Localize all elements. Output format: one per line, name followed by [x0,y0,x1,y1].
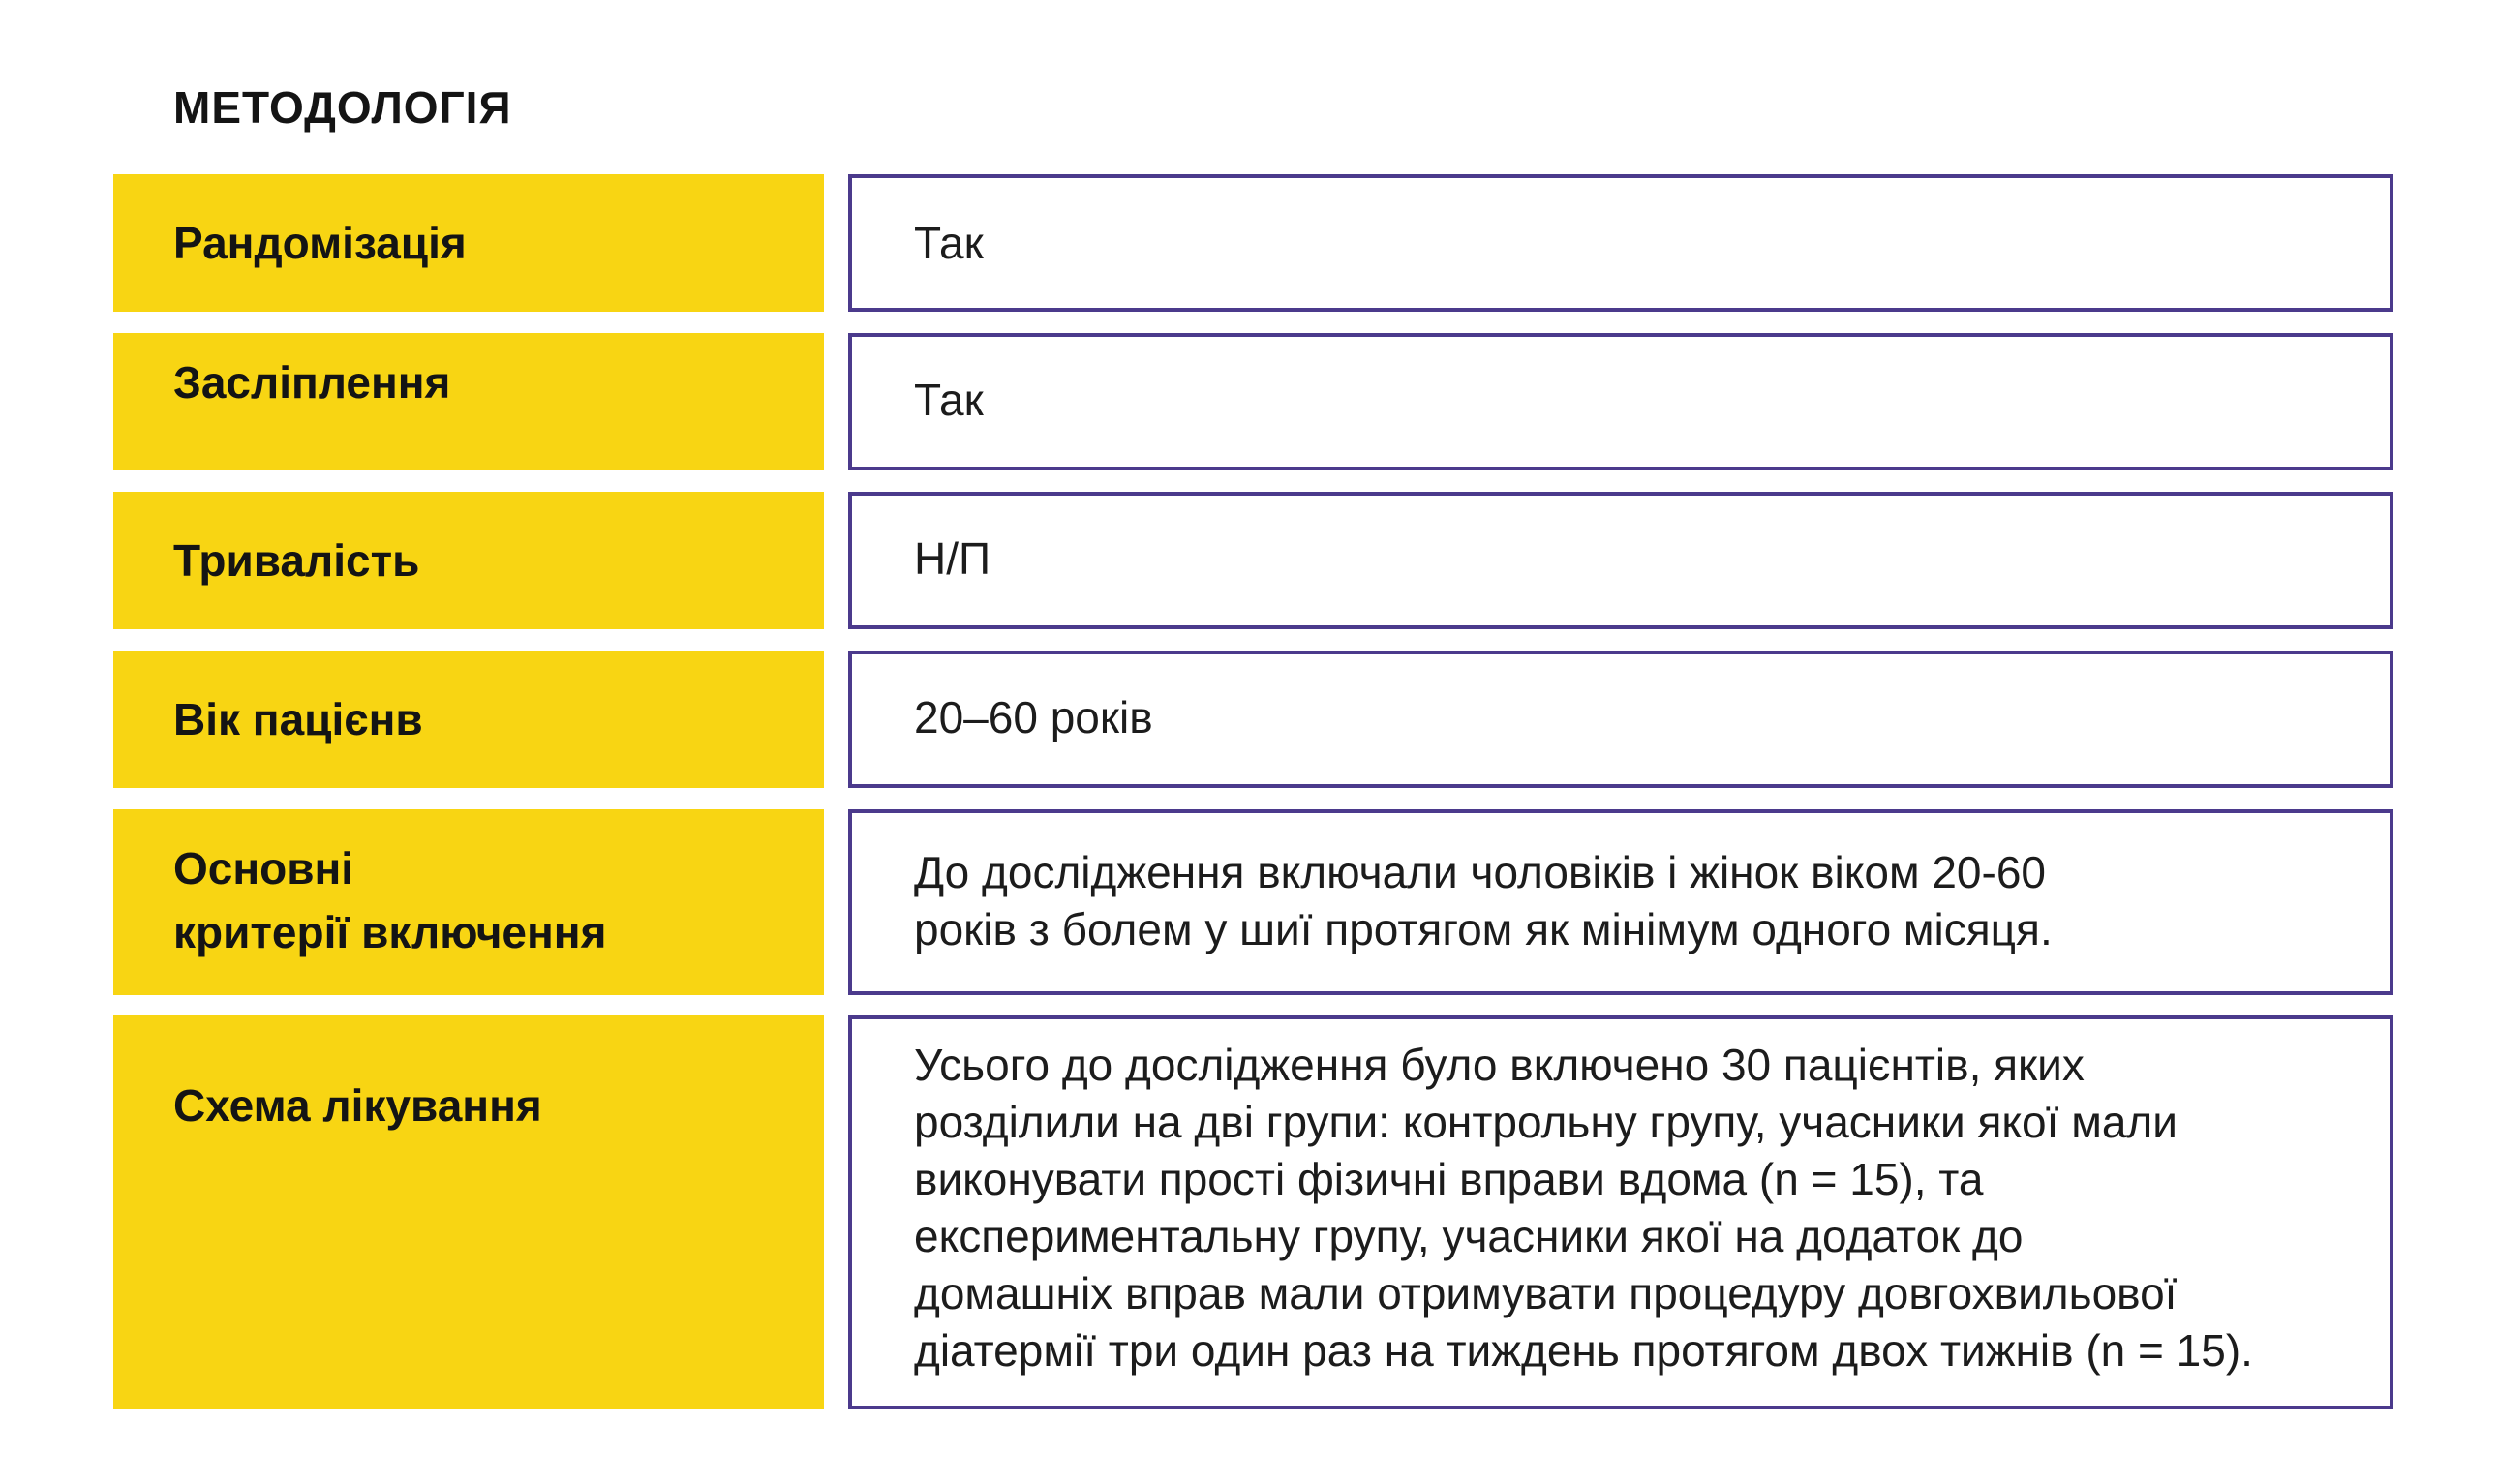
row-value-line: До дослідження включали чоловіків і жінок віком 20-60 [914,847,2047,897]
row-value [914,1037,2370,1379]
row-label-cell [113,333,824,470]
row-label: Схема лікування [173,1080,542,1131]
row-value-cell [848,809,2393,995]
row-label-cell [113,809,824,995]
table-row-duration [113,492,2393,629]
row-label: Засліплення [173,357,451,408]
row-value-line: 20–60 років [914,692,1153,742]
row-value-line: Н/П [914,533,991,584]
row-label: Вік пацієнв [173,694,423,744]
row-value-cell [848,492,2393,629]
row-value [914,530,2370,588]
table-row-patient-age [113,651,2393,788]
row-value-cell [848,1015,2393,1409]
row-value-line: розділили на дві групи: контрольну групу, учасники якої мали [914,1097,2178,1147]
row-label-line: критерії включення [173,907,607,957]
row-label-cell [113,651,824,788]
row-value-line: Усього до дослідження було включено 30 пацієнтів, яких [914,1040,2085,1090]
row-value-cell [848,651,2393,788]
row-value-cell [848,333,2393,470]
row-label-cell [113,1015,824,1409]
row-label: Рандомізація [173,218,467,268]
row-value-line: Так [914,218,984,268]
row-value-cell [848,174,2393,312]
table-row-blinding [113,333,2393,470]
row-value-line: експериментальну групу, учасники якої на додаток до [914,1211,2024,1261]
section-title: МЕТОДОЛОГІЯ [173,82,512,133]
row-value-line: років з болем у шиї протягом як мінімум одного місяця. [914,904,2053,954]
row-value [914,372,2370,429]
table-row-inclusion-criteria [113,809,2393,995]
row-value-line: виконувати прості фізичні вправи вдома (n = 15), та [914,1154,1984,1204]
row-label-cell [113,174,824,312]
row-value [914,215,2370,272]
row-value-line: домашніх вправ мали отримувати процедуру довгохвильової [914,1268,2178,1318]
row-label-line: Основні [173,843,354,893]
row-label: Тривалість [173,535,420,586]
row-value-line: діатермії три один раз на тиждень протягом двох тижнів (n = 15). [914,1325,2253,1376]
row-value [914,844,2370,958]
row-label [173,836,606,964]
row-label-cell [113,492,824,629]
table-row-randomization [113,174,2393,312]
row-value [914,689,2370,746]
table-row-treatment-scheme [113,1015,2393,1409]
row-value-line: Так [914,375,984,425]
